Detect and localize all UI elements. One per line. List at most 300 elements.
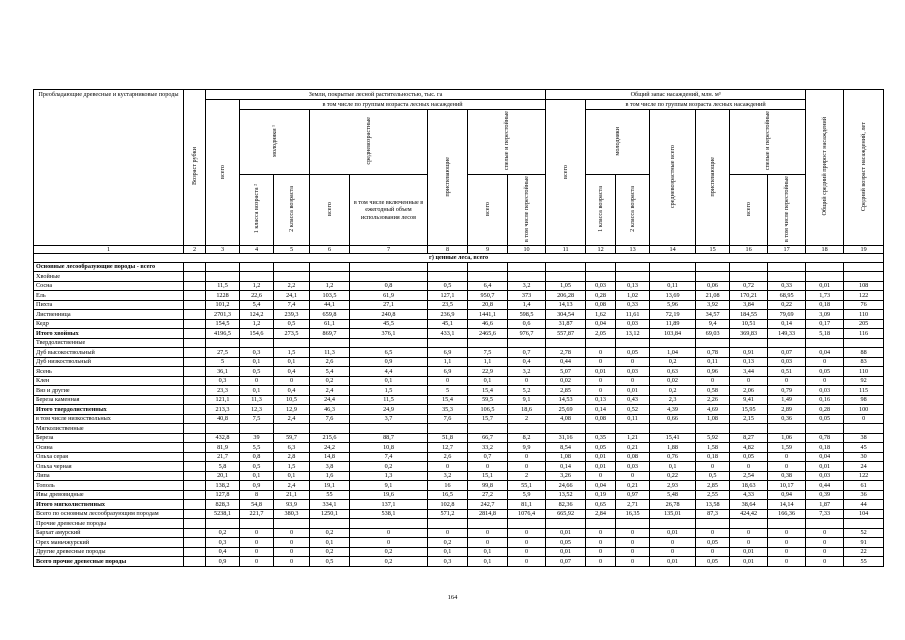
table-cell: 1,08 [546,452,586,462]
table-cell [184,405,206,415]
table-row [34,528,884,538]
table-cell: 0,2 [310,528,350,538]
table-cell: 0 [616,357,650,367]
table-cell: 0,19 [586,490,616,500]
table-cell: 21,1 [274,490,310,500]
column-number: 10 [508,246,546,254]
table-cell: 2814,8 [468,509,508,519]
table-cell: 2,84 [586,509,616,519]
table-row [34,300,884,310]
table-cell [806,262,844,272]
table-cell: 869,7 [310,329,350,339]
table-cell: 0,21 [616,481,650,491]
table-cell: 0,4 [508,357,546,367]
table-cell: 25,69 [546,405,586,415]
row-label: Дуб высокоствольный [34,348,184,358]
table-cell: 0,2 [350,547,428,557]
table-cell: 1441,1 [468,310,508,320]
table-cell: 2,6 [310,357,350,367]
table-cell: 15,95 [730,405,768,415]
table-cell: 8,54 [546,443,586,453]
table-cell: 45,1 [428,319,468,329]
table-cell [844,338,884,348]
table-cell: 3,44 [730,367,768,377]
table-cell: 0,05 [806,414,844,424]
table-cell [310,424,350,434]
row-label: Другие древесные породы [34,547,184,557]
table-cell: 11,3 [240,395,274,405]
column-number: 1 [34,246,184,254]
table-cell: 12,3 [240,405,274,415]
table-cell [508,338,546,348]
table-cell: 13,52 [546,490,586,500]
table-cell: 0,1 [310,538,350,548]
table-cell: 0,28 [806,405,844,415]
table-cell: 0 [806,528,844,538]
table-cell: 45,5 [350,319,428,329]
table-cell: 0,52 [616,405,650,415]
table-cell: 82,36 [546,500,586,510]
table-cell: 0,01 [586,462,616,472]
table-cell: 2,3 [650,395,696,405]
table-cell: 2,85 [546,386,586,396]
table-cell: 0,76 [650,452,696,462]
table-cell [184,367,206,377]
table-cell: 2465,6 [468,329,508,339]
table-cell: 0,11 [616,414,650,424]
table-cell [768,424,806,434]
table-cell [184,262,206,272]
table-cell: 44,1 [310,300,350,310]
table-cell: 1076,4 [508,509,546,519]
table-cell [844,519,884,529]
table-cell: 0,8 [350,281,428,291]
row-label: Дуб низкоствольный [34,357,184,367]
table-cell: 10,5 [274,395,310,405]
table-cell: 0,11 [650,281,696,291]
table-cell: 0 [586,348,616,358]
table-cell [428,519,468,529]
table-cell: 659,8 [310,310,350,320]
table-cell: 7,6 [310,414,350,424]
table-cell: 0,7 [468,452,508,462]
table-cell: 0,36 [768,414,806,424]
group-row [34,424,884,434]
table-cell: 27,1 [350,300,428,310]
table-cell: 1,21 [616,433,650,443]
table-cell: 424,42 [730,509,768,519]
table-cell: 135,01 [650,509,696,519]
table-cell: 76 [844,300,884,310]
table-cell: 557,87 [546,329,586,339]
table-cell: 0,65 [586,500,616,510]
table-cell [184,329,206,339]
row-label: Ольха черная [34,462,184,472]
table-cell: 0 [768,538,806,548]
col-land-middle: средневозрастные [310,110,428,174]
table-cell [616,424,650,434]
table-cell: 1,08 [696,414,730,424]
table-cell: 2,06 [730,386,768,396]
table-cell [240,338,274,348]
table-cell [184,547,206,557]
table-cell: 239,3 [274,310,310,320]
table-cell: 1,6 [310,471,350,481]
table-cell: 3,92 [696,300,730,310]
table-cell: 6,9 [428,348,468,358]
row-label: Ель [34,291,184,301]
table-cell: 0,91 [730,348,768,358]
table-cell: 213,3 [206,405,240,415]
table-cell: 9,9 [508,443,546,453]
table-cell: 0,6 [508,319,546,329]
table-cell: 4,08 [546,414,586,424]
row-label: Кедр [34,319,184,329]
row-label: Итого хвойных [34,329,184,339]
table-cell: 0,05 [730,452,768,462]
table-cell: 0 [586,471,616,481]
table-cell: 3,09 [806,310,844,320]
table-cell [310,272,350,282]
table-cell [274,272,310,282]
table-body [34,254,884,566]
column-number: 13 [616,246,650,254]
table-cell: 35,3 [428,405,468,415]
table-cell: 24,4 [310,395,350,405]
table-cell: 0,02 [546,376,586,386]
table-cell [468,519,508,529]
table-cell [696,338,730,348]
table-cell [616,338,650,348]
table-cell: 40,8 [206,414,240,424]
table-cell [768,272,806,282]
table-cell [184,357,206,367]
table-cell: 13,12 [616,329,650,339]
table-cell: 22 [844,547,884,557]
table-cell: 538,1 [350,509,428,519]
table-cell: 1,06 [768,433,806,443]
table-cell: 21,08 [696,291,730,301]
table-cell: 106,5 [468,405,508,415]
table-cell: 0,35 [586,433,616,443]
table-cell: 0,08 [616,452,650,462]
col-land-middle-total: всего [310,174,350,245]
table-cell: 0,1 [240,357,274,367]
table-cell [240,519,274,529]
table-cell [696,262,730,272]
table-cell: 115 [844,386,884,396]
table-cell: 0,97 [616,490,650,500]
table-row [34,281,884,291]
table-cell: 0,2 [310,547,350,557]
table-cell: 2,2 [274,281,310,291]
table-cell: 0,01 [806,281,844,291]
table-cell: 0,2 [350,462,428,472]
table-cell: 380,3 [274,509,310,519]
table-cell: 1,5 [350,386,428,396]
table-cell: 0,05 [586,443,616,453]
row-label: Бархат амурский [34,528,184,538]
table-cell: 11,61 [616,310,650,320]
row-label: Всего по основным лесообразующим породам [34,509,184,519]
col-land-overmature: в том числе перестойные [508,174,546,245]
group-row [34,272,884,282]
table-cell: 0 [508,462,546,472]
table-cell: 2,89 [768,405,806,415]
table-cell: 0,04 [806,452,844,462]
table-cell [184,414,206,424]
col-cutting-age: Возраст рубки [184,90,206,246]
col-stock-mature: спелые и перестойные [730,110,806,174]
table-cell [206,262,240,272]
table-cell: 0,22 [650,471,696,481]
table-cell [468,424,508,434]
table-cell [696,272,730,282]
table-cell: 27,5 [206,348,240,358]
table-cell: 0,08 [586,300,616,310]
table-cell: 10,8 [350,443,428,453]
table-cell: 0,04 [586,481,616,491]
table-cell: 2,15 [730,414,768,424]
table-cell: 2,6 [428,452,468,462]
table-row [34,319,884,329]
table-cell: 16,35 [616,509,650,519]
table-cell [184,424,206,434]
table-cell: 2,4 [274,414,310,424]
total-row [34,262,884,272]
table-cell: 14,14 [768,500,806,510]
table-cell: 0,7 [508,348,546,358]
table-cell: 1,5 [274,462,310,472]
table-cell: 273,5 [274,329,310,339]
table-cell: 0,1 [428,547,468,557]
col-stock-total: всего [546,100,586,246]
table-cell: 0 [806,538,844,548]
table-row [34,433,884,443]
table-cell: 0,2 [350,557,428,567]
table-cell: 68,95 [768,291,806,301]
table-cell: 46,3 [310,405,350,415]
table-cell: 7,6 [428,414,468,424]
table-cell: 2,71 [616,500,650,510]
table-cell: 122 [844,471,884,481]
column-number: 12 [586,246,616,254]
table-cell: 2,85 [696,481,730,491]
table-cell [806,272,844,282]
table-cell: 0,43 [616,395,650,405]
table-cell [184,338,206,348]
table-cell: 5,96 [650,300,696,310]
table-cell: 0 [240,547,274,557]
table-cell: 5,9 [508,490,546,500]
table-cell: 0,01 [586,452,616,462]
table-cell: 0 [508,557,546,567]
table-cell: 0,66 [650,414,696,424]
table-cell: 91 [844,538,884,548]
row-label: Основные лесообразующие породы - всего [34,262,184,272]
table-row [34,443,884,453]
table-cell: 0 [586,386,616,396]
table-cell: 2,4 [274,481,310,491]
table-cell: 0,01 [546,528,586,538]
table-cell: 20,1 [206,471,240,481]
table-cell: 0,1 [468,557,508,567]
table-cell [546,424,586,434]
table-cell: 0,11 [696,357,730,367]
table-cell: 3,26 [546,471,586,481]
column-number: 16 [730,246,768,254]
table-cell: 0,13 [616,281,650,291]
table-cell: 0,58 [696,386,730,396]
row-label: Тополь [34,481,184,491]
column-number: 5 [274,246,310,254]
column-number: 18 [806,246,844,254]
table-cell: 54,8 [240,500,274,510]
table-cell [730,424,768,434]
row-label: Твердолиственные [34,338,184,348]
col-stock-maturing: приспевающие [696,110,730,246]
table-row [34,547,884,557]
table-cell: 0 [650,538,696,548]
table-cell: 16,5 [428,490,468,500]
table-cell: 24,1 [274,291,310,301]
table-row [34,310,884,320]
table-cell: 0,01 [806,462,844,472]
table-cell: 11,89 [650,319,696,329]
table-cell: 1,73 [806,291,844,301]
col-stock-middle: средневозрастные всего [650,110,696,246]
table-cell: 0 [428,376,468,386]
table-cell: 55,1 [508,481,546,491]
table-cell: 0 [768,462,806,472]
table-cell: 0 [616,547,650,557]
total-row [34,500,884,510]
table-cell: 59,7 [274,433,310,443]
table-cell: 0,96 [696,367,730,377]
table-cell: 0,17 [806,319,844,329]
table-cell: 0,8 [240,452,274,462]
table-cell: 0 [650,547,696,557]
table-cell: 170,21 [730,291,768,301]
table-cell: 4196,5 [206,329,240,339]
table-cell: 52 [844,528,884,538]
table-cell: 0,01 [650,528,696,538]
table-cell [546,272,586,282]
table-cell: 10,17 [768,481,806,491]
table-cell [184,281,206,291]
table-cell [184,386,206,396]
table-cell: 0 [806,547,844,557]
table-cell: 4,82 [730,443,768,453]
table-cell: 8 [240,490,274,500]
table-cell [768,262,806,272]
row-label: в том числе низкоствольных [34,414,184,424]
table-cell [844,424,884,434]
table-cell [616,519,650,529]
table-cell: 92 [844,376,884,386]
table-cell: 0 [240,376,274,386]
row-label: Осина [34,443,184,453]
column-number: 2 [184,246,206,254]
table-cell: 0 [616,471,650,481]
table-cell: 55 [844,557,884,567]
table-cell [806,519,844,529]
table-cell [184,500,206,510]
table-cell: 0 [586,547,616,557]
row-label: Пихта [34,300,184,310]
table-cell: 2701,3 [206,310,240,320]
table-cell: 2,4 [310,386,350,396]
table-cell: 14,13 [546,300,586,310]
table-cell: 1,49 [768,395,806,405]
total-row [34,405,884,415]
table-cell: 23,5 [428,300,468,310]
table-cell: 0,33 [616,300,650,310]
table-cell [206,272,240,282]
table-cell: 15,7 [468,414,508,424]
table-cell [206,338,240,348]
table-cell: 0,03 [806,386,844,396]
table-cell: 0,05 [806,367,844,377]
table-cell: 31,16 [546,433,586,443]
table-cell [310,338,350,348]
table-cell: 1,58 [696,443,730,453]
table-cell: 16 [428,481,468,491]
table-cell: 87,3 [696,509,730,519]
table-cell: 0,03 [616,462,650,472]
table-cell: 38,64 [730,500,768,510]
table-cell: 0,5 [240,462,274,472]
table-cell: 11,3 [310,348,350,358]
column-number: 19 [844,246,884,254]
table-cell: 12,9 [274,405,310,415]
table-cell [350,262,428,272]
table-cell: 100 [844,405,884,415]
table-cell: 20,8 [468,300,508,310]
table-cell: 8,2 [508,433,546,443]
table-cell: 0,72 [730,281,768,291]
column-number-row [34,246,884,254]
table-cell: 215,6 [310,433,350,443]
table-cell: 0,21 [616,443,650,453]
table-cell: 3,2 [428,471,468,481]
table-cell: 369,83 [730,329,768,339]
table-cell [184,490,206,500]
table-cell: 7,5 [468,348,508,358]
table-cell: 5238,1 [206,509,240,519]
table-cell: 0 [350,538,428,548]
table-cell: 334,1 [310,500,350,510]
table-cell: 0 [768,557,806,567]
table-cell: 110 [844,310,884,320]
table-cell: 0,06 [696,281,730,291]
table-cell: 0,05 [696,538,730,548]
table-cell: 0,05 [546,538,586,548]
table-cell: 206,28 [546,291,586,301]
table-cell [616,262,650,272]
table-cell: 34,57 [696,310,730,320]
col-stock-class1: 1 класса возраста [586,174,616,245]
row-label: Итого твердолиственных [34,405,184,415]
table-cell: 166,36 [768,509,806,519]
table-cell: 0,01 [616,386,650,396]
table-cell: 0 [274,547,310,557]
table-cell [350,424,428,434]
table-cell: 38 [844,433,884,443]
table-cell: 0,03 [616,367,650,377]
table-cell: 21,7 [206,452,240,462]
table-cell [650,338,696,348]
